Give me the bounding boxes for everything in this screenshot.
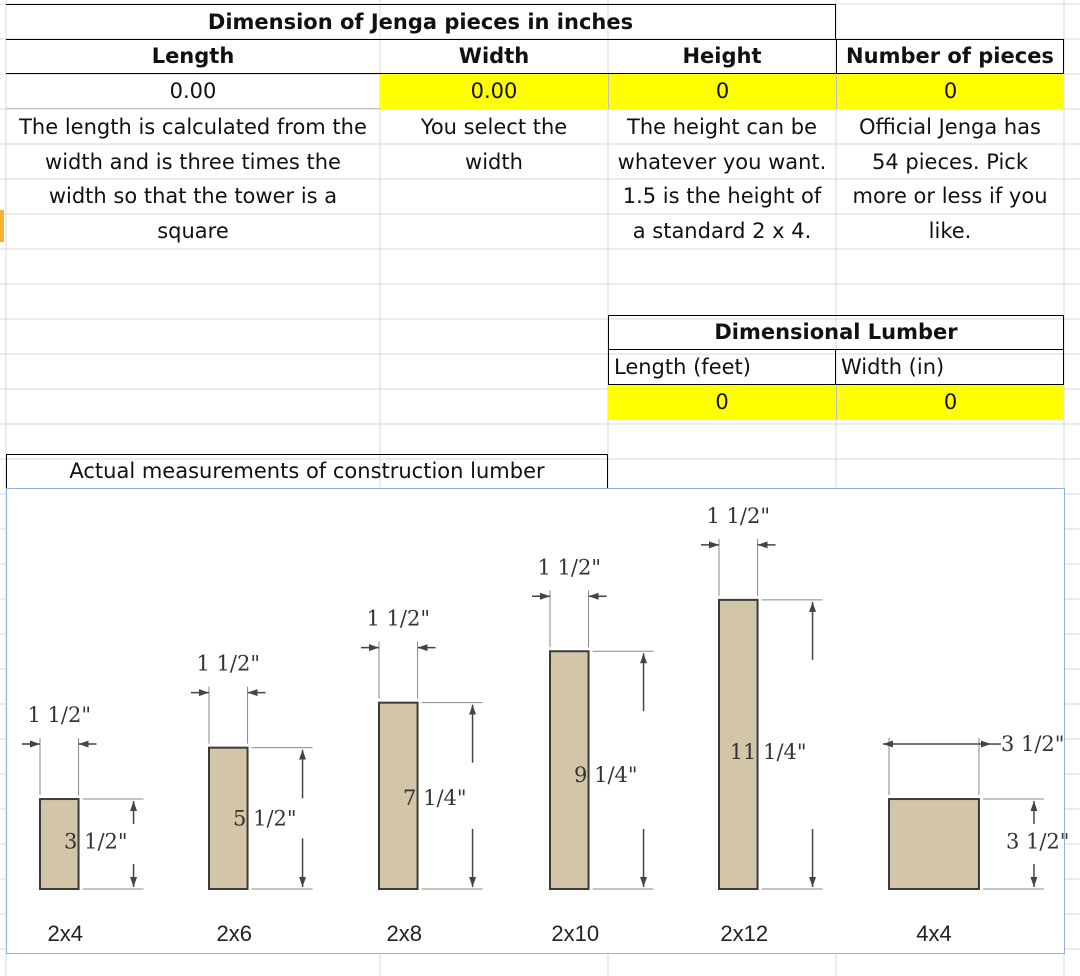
- board-2x8: [361, 607, 483, 946]
- board-name-2x4: 2x4: [47, 921, 84, 946]
- lumber-header-width: Width (in): [836, 350, 1064, 385]
- width-note: You select the width: [420, 115, 568, 174]
- board-4x4: [883, 732, 1069, 946]
- lumber-width-input-cell[interactable]: 0: [836, 385, 1064, 420]
- width-label-2x4: 3 1/2": [64, 829, 128, 854]
- lumber-length-input-cell[interactable]: 0: [608, 385, 836, 420]
- height-input-cell[interactable]: 0: [608, 74, 836, 109]
- width-label-2x12: 11 1/4": [729, 739, 807, 764]
- thickness-label-2x4: 1 1/2": [27, 703, 92, 728]
- header-height: Height: [608, 39, 836, 74]
- board-2x10: [532, 555, 654, 946]
- measurements-title: Actual measurements of construction lumber: [6, 454, 608, 489]
- width-label-2x8: 7 1/4": [403, 786, 467, 811]
- board-rect-4x4: [889, 799, 979, 889]
- header-length: Length: [6, 39, 380, 74]
- jenga-table-title: Dimension of Jenga pieces in inches: [6, 4, 836, 39]
- lumber-table-title: Dimensional Lumber: [608, 315, 1064, 350]
- board-name-2x8: 2x8: [386, 921, 423, 946]
- width-input-cell[interactable]: 0.00: [380, 74, 608, 109]
- board-2x6: [191, 652, 313, 946]
- header-width: Width: [380, 39, 608, 74]
- thickness-label-2x8: 1 1/2": [366, 606, 431, 631]
- thickness-label-4x4: 3 1/2": [1000, 732, 1065, 757]
- pieces-input-cell[interactable]: 0: [836, 74, 1064, 109]
- board-2x12: [701, 504, 823, 946]
- board-name-2x6: 2x6: [216, 921, 253, 946]
- row-selection-marker: [0, 210, 4, 242]
- board-2x4: [22, 703, 144, 946]
- width-label-4x4: 3 1/2": [1005, 829, 1070, 854]
- thickness-label-2x10: 1 1/2": [537, 555, 602, 580]
- thickness-label-2x12: 1 1/2": [706, 503, 771, 528]
- header-number-of-pieces: Number of pieces: [836, 39, 1064, 74]
- board-name-4x4: 4x4: [916, 921, 952, 946]
- pieces-note: Official Jenga has 54 pieces. Pick more or less if you like.: [852, 115, 1048, 243]
- length-note: The length is calculated from the width and is three times the width so that the tower is a square: [19, 115, 367, 243]
- width-label-2x10: 9 1/4": [574, 763, 638, 788]
- width-label-2x6: 5 1/2": [233, 806, 297, 831]
- lumber-diagram: [6, 488, 1070, 954]
- height-note: The height can be whatever you want. 1.5 is the height of a standard 2 x 4.: [617, 115, 827, 243]
- thickness-label-2x6: 1 1/2": [196, 651, 261, 676]
- board-name-2x10: 2x10: [551, 921, 600, 946]
- board-name-2x12: 2x12: [720, 921, 769, 946]
- length-value-cell[interactable]: 0.00: [6, 74, 380, 109]
- lumber-header-length: Length (feet): [608, 350, 836, 385]
- lumber-diagram-canvas: [7, 489, 1070, 952]
